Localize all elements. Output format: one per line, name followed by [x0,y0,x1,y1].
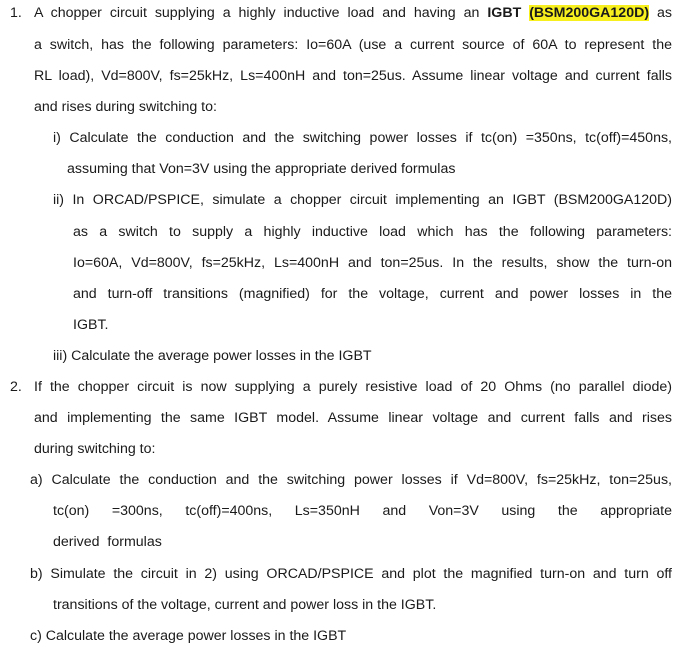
question-1-ii-line-2: as a switch to supply a highly inductive load which has the following parameters: [73,224,672,240]
question-1-line-1 [34,4,672,22]
question-2-c-line-1: c) Calculate the average power losses in the IGBT [30,628,347,644]
question-1-iii-line-1: iii) Calculate the average power losses in the IGBT [53,348,372,364]
question-2-a-line-1: a) Calculate the conduction and the switching power losses if Vd=800V, fs=25kHz, ton=25us, [30,472,672,488]
question-1-line-3: RL load), Vd=800V, fs=25kHz, Ls=400nH and ton=25us. Assume linear voltage and current falls [34,68,672,84]
question-2-line-2: and implementing the same IGBT model. Assume linear voltage and current falls and rises [34,410,672,426]
question-1-ii-line-1: ii) In ORCAD/PSPICE, simulate a chopper circuit implementing an IGBT (BSM200GA120D) [53,192,672,208]
question-2-a-line-3: derived formulas [53,534,162,550]
question-2-b-line-1: b) Simulate the circuit in 2) using ORCAD/PSPICE and plot the magnified turn-on and turn off [30,566,672,582]
question-1-ii-line-5: IGBT. [73,317,109,333]
question-1-ii-line-3: Io=60A, Vd=800V, fs=25kHz, Ls=400nH and ton=25us. In the results, show the turn-on [73,255,672,271]
question-1-line-1-suffix: as [649,5,672,21]
question-1-number: 1. [10,5,22,21]
question-2-line-1: If the chopper circuit is now supplying a purely resistive load of 20 Ohms (no parallel diode) [34,379,672,395]
igbt-bold-label: IGBT [487,5,522,21]
question-2-b-line-2: transitions of the voltage, current and power loss in the IGBT. [53,597,437,613]
question-1-i-line-2: assuming that Von=3V using the appropriate derived formulas [67,161,456,177]
question-2-a-line-2: tc(on) =300ns, tc(off)=400ns, Ls=350nH and Von=3V using the appropriate [53,503,672,519]
question-1-ii-line-4: and turn-off transitions (magnified) for the voltage, current and power losses in the [73,286,672,302]
question-2-line-3: during switching to: [34,441,156,457]
question-1-i-line-1: i) Calculate the conduction and the switching power losses if tc(on) =350ns, tc(off)=450ns, [53,130,672,146]
question-2-number: 2. [10,379,22,395]
question-1-line-4: and rises during switching to: [34,99,217,115]
igbt-model-highlight: (BSM200GA120D) [529,5,650,21]
question-1-line-2: a switch, has the following parameters: Io=60A (use a current source of 60A to represent the [34,37,672,53]
question-1-line-1-text: A chopper circuit supplying a highly inductive load and having an [34,5,488,21]
